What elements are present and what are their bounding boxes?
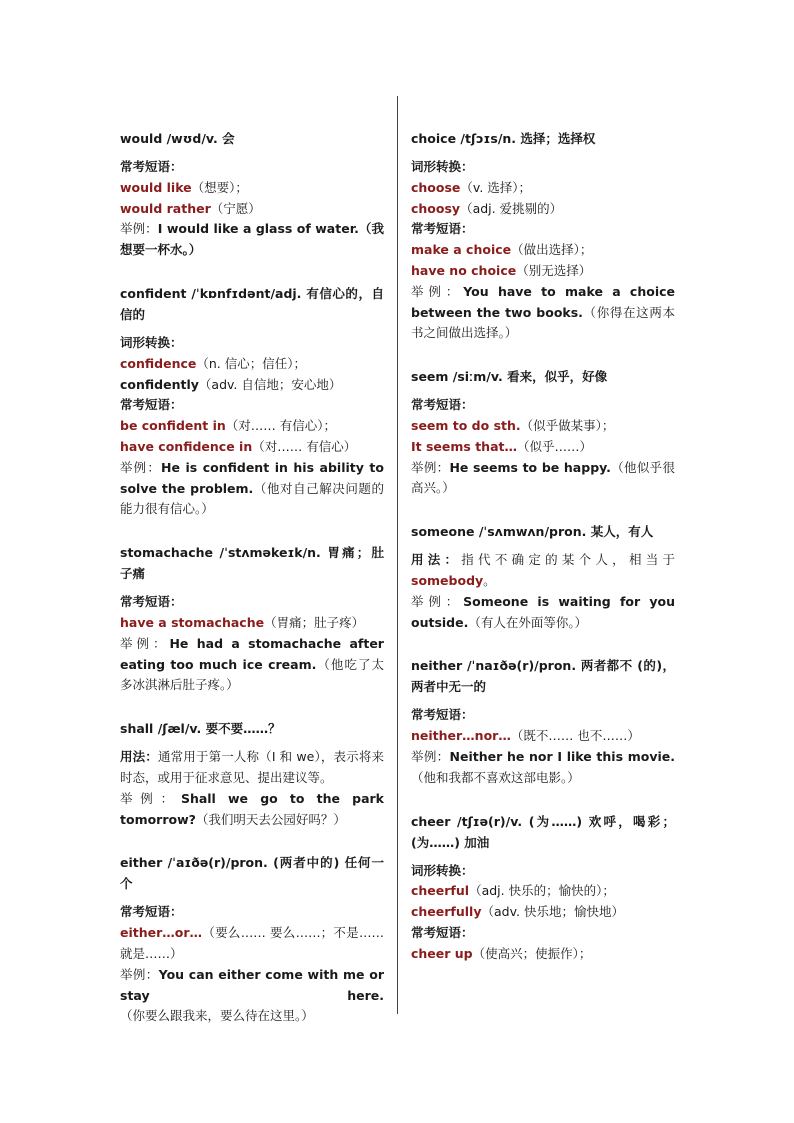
- entry-neither: [411, 655, 675, 788]
- example-label: 举例：: [120, 966, 159, 982]
- example-label: 举例：: [120, 459, 162, 475]
- example-chinese: （他吃了太多冰淇淋后肚子疼。）: [120, 656, 384, 693]
- phrase-term: have a stomachache: [120, 614, 265, 630]
- form-meaning: （adj. 爱挑剔的）: [460, 200, 563, 216]
- form-meaning: （adj. 快乐的；愉快的）；: [469, 883, 615, 899]
- entry-choice: [411, 128, 675, 344]
- example-english: Someone is waiting for you outside.: [411, 593, 675, 630]
- forms-label: 词形转换：: [411, 159, 474, 174]
- example-label: 举例：: [120, 790, 181, 806]
- phrase-term: It seems that…: [411, 438, 517, 454]
- entry-headword: either /ˈaɪðə(r)/pron. (两者中的) 任何一个: [120, 855, 384, 892]
- phrase-meaning: （既不…… 也不……）: [510, 728, 640, 744]
- phrase-meaning: （对…… 有信心）: [252, 438, 357, 454]
- phrases-label: 常考短语：: [120, 904, 183, 920]
- entry-headword: would /wʊd/v. 会: [120, 131, 235, 146]
- phrase-meaning: （似乎……）: [516, 438, 592, 454]
- form-meaning: （adv. 快乐地；愉快地）: [481, 904, 624, 920]
- phrases-label: 常考短语：: [120, 159, 183, 174]
- entry-headword: seem /siːm/v. 看来，似乎，好像: [411, 369, 608, 385]
- phrases-label: 常考短语：: [411, 221, 474, 237]
- example-chinese: （你得在这两本书之间做出选择。）: [411, 304, 675, 341]
- example-english: You can either come with me or stay here.: [120, 966, 384, 1003]
- example-label: 举例：: [411, 748, 450, 764]
- entry-someone: [411, 521, 675, 633]
- forms-label: 词形转换：: [411, 862, 474, 878]
- form-term: choose: [411, 179, 461, 195]
- entry-either: [120, 852, 384, 1027]
- form-term: confidence: [120, 355, 197, 371]
- example-label: 举例：: [411, 459, 450, 475]
- phrase-meaning: （胃痛；肚子疼）: [264, 614, 365, 630]
- example-chinese: （他似乎很高兴。）: [411, 459, 675, 496]
- phrases-label: 常考短语：: [120, 397, 183, 413]
- entry-confident: [120, 283, 384, 520]
- phrase-term: be confident in: [120, 418, 226, 434]
- example-chinese: （我们明天去公园好吗？）: [195, 811, 346, 827]
- example-chinese: （有人在外面等你。）: [468, 614, 588, 630]
- phrase-term: cheer up: [411, 945, 473, 961]
- example-text: I would like a glass of water.（我想要一杯水。）: [120, 221, 384, 258]
- form-meaning: （n. 信心；信任）；: [196, 355, 306, 371]
- phrase-meaning: （宁愿）: [210, 200, 261, 216]
- entry-seem: [411, 366, 675, 499]
- usage-text: 通常用于第一人称（I 和 we），表示将来时态，或用于征求意见、提出建议等。: [120, 749, 384, 785]
- column-divider: [397, 96, 398, 1014]
- example-label: 举例：: [411, 283, 464, 299]
- entry-headword: stomachache /ˈstʌməkeɪk/n. 胃痛；肚子痛: [120, 545, 384, 582]
- form-meaning: （adv. 自信地；安心地）: [198, 376, 342, 392]
- entry-headword: someone /ˈsʌmwʌn/pron. 某人，有人: [411, 524, 654, 540]
- phrase-meaning: （要么…… 要么……；不是……就是……）: [120, 925, 384, 961]
- example-chinese: （你要么跟我来，要么待在这里。）: [120, 1008, 314, 1024]
- example-english: He is confident in his ability to solve the problem.: [120, 459, 384, 496]
- right-column: [411, 128, 675, 987]
- example-english: Shall we go to the park tomorrow?: [120, 790, 384, 827]
- phrase-meaning: （别无选择）: [516, 262, 592, 278]
- phrase-meaning: （似乎做某事）；: [520, 417, 615, 433]
- entry-headword: choice /tʃɔɪs/n. 选择；选择权: [411, 131, 596, 146]
- example-label: 举例：: [120, 221, 158, 237]
- phrase-term: either…or…: [120, 925, 203, 941]
- form-term: cheerful: [411, 883, 470, 899]
- phrase-meaning: （使高兴；使振作）；: [472, 945, 592, 961]
- usage-label: 用法：: [411, 552, 462, 568]
- example-chinese: （他和我都不喜欢这部电影。）: [411, 769, 580, 785]
- entry-headword: confident /ˈkɒnfɪdənt/adj. 有信心的，自信的: [120, 285, 384, 322]
- phrase-meaning: （对…… 有信心）；: [225, 418, 337, 434]
- entry-headword: shall /ʃæl/v. 要不要……？: [120, 721, 281, 737]
- form-term: cheerfully: [411, 904, 482, 920]
- entry-would: [120, 128, 384, 261]
- entry-cheer: [411, 811, 675, 965]
- entry-headword: neither /ˈnaɪðə(r)/pron. 两者都不 (的)，两者中无一的: [411, 658, 675, 695]
- usage-term: somebody: [411, 572, 484, 588]
- phrases-label: 常考短语：: [411, 707, 474, 723]
- phrase-term: have confidence in: [120, 438, 253, 454]
- example-english: Neither he nor I like this movie.: [449, 748, 675, 764]
- phrase-term: would like: [120, 179, 192, 195]
- entry-stomachache: [120, 542, 384, 696]
- phrase-meaning: （做出选择）；: [511, 242, 593, 258]
- usage-text: 指代不确定的某个人，相当于: [461, 552, 675, 568]
- phrase-meaning: （想要）；: [191, 179, 248, 195]
- phrases-label: 常考短语：: [411, 924, 474, 940]
- example-english: He had a stomachache after eating too much ice cream.: [120, 635, 384, 672]
- example-english: He seems to be happy.: [449, 459, 611, 475]
- example-label: 举例：: [411, 593, 464, 609]
- entry-headword: cheer /tʃɪə(r)/v. (为……) 欢呼，喝彩；(为……) 加油: [411, 813, 675, 850]
- phrase-term: neither…nor…: [411, 728, 511, 744]
- entry-shall: [120, 718, 384, 830]
- example-label: 举例：: [120, 635, 170, 651]
- form-term: confidently: [120, 376, 199, 392]
- forms-label: 词形转换：: [120, 334, 183, 350]
- usage-label: 用法：: [120, 749, 158, 765]
- phrases-label: 常考短语：: [120, 594, 183, 610]
- usage-end: 。: [483, 572, 496, 588]
- phrase-term: seem to do sth.: [411, 417, 521, 433]
- form-term: choosy: [411, 200, 461, 216]
- left-column: [120, 128, 384, 1049]
- phrases-label: 常考短语：: [411, 397, 474, 413]
- phrase-term: would rather: [120, 200, 211, 216]
- form-meaning: （v. 选择）；: [460, 179, 532, 195]
- example-english: You have to make a choice between the two books.: [411, 283, 675, 320]
- phrase-term: have no choice: [411, 262, 517, 278]
- example-chinese: （他对自己解决问题的能力很有信心。）: [120, 480, 384, 517]
- phrase-term: make a choice: [411, 242, 512, 258]
